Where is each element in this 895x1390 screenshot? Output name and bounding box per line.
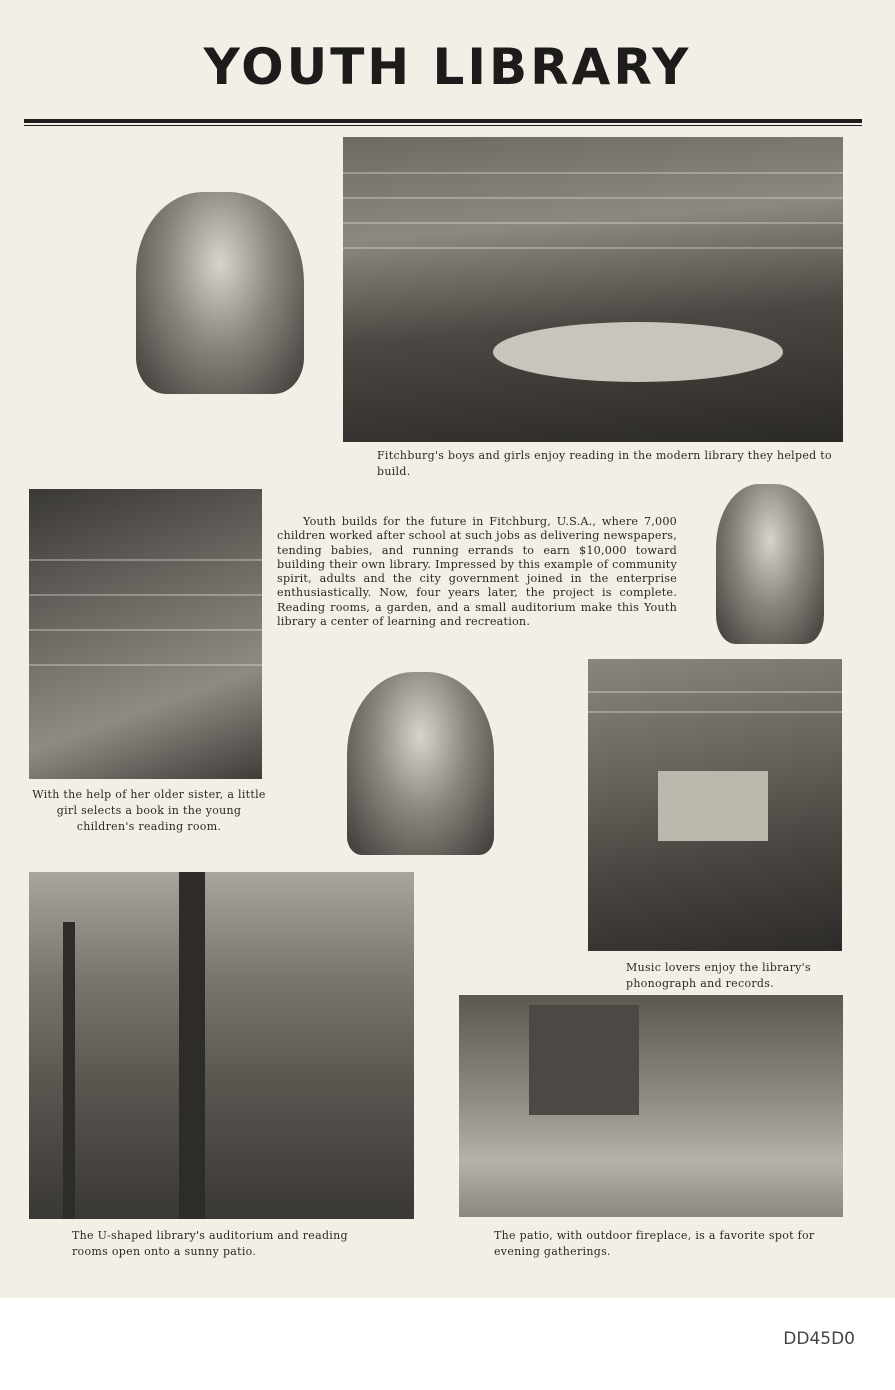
footer-bar (0, 1298, 895, 1390)
stock-image-id: DD45D0 (783, 1329, 855, 1349)
auditorium-patio-photo (29, 872, 414, 1219)
music-room-photo (588, 659, 842, 951)
page-title: YOUTH LIBRARY (203, 38, 692, 96)
title-rule-thin (24, 125, 862, 126)
patio-caption: The patio, with outdoor fireplace, is a favorite spot for evening gatherings. (494, 1229, 815, 1258)
auditorium-caption: The U-shaped library's auditorium and reading rooms open onto a sunny patio. (72, 1229, 348, 1258)
title-rule (24, 119, 862, 123)
patio-photo (459, 995, 843, 1217)
paperboy-photo (716, 484, 824, 644)
sisters-bookstacks-photo (29, 489, 262, 779)
reading-room-photo (343, 137, 843, 442)
round-table (493, 322, 783, 382)
reading-room-caption: Fitchburg's boys and girls enjoy reading in the modern library they helped to build. (377, 449, 832, 478)
fireplace (529, 1005, 639, 1115)
body-text: Youth builds for the future in Fitchburg, U.S.A., where 7,000 children worked after school at such jobs as delivering newspapers, tending babies, and running errands to earn $10,000 toward building their own library. Impressed by this example of community spirit, adults and the city government joined in the enterprise enthusiastically. Now, four years later, the project is complete. Reading rooms, a garden, and a small auditorium make this Youth library a center of learning and recreation. (277, 515, 677, 629)
babysitter-photo (347, 672, 494, 855)
music-caption: Music lovers enjoy the library's phonograph and records. (626, 961, 811, 990)
window-frame-left (63, 922, 75, 1219)
window-frame (179, 872, 205, 1219)
boy-with-book-photo (136, 192, 304, 394)
phonograph-console (658, 771, 768, 841)
sisters-caption: With the help of her older sister, a little girl selects a book in the young children's reading room. (32, 788, 266, 833)
